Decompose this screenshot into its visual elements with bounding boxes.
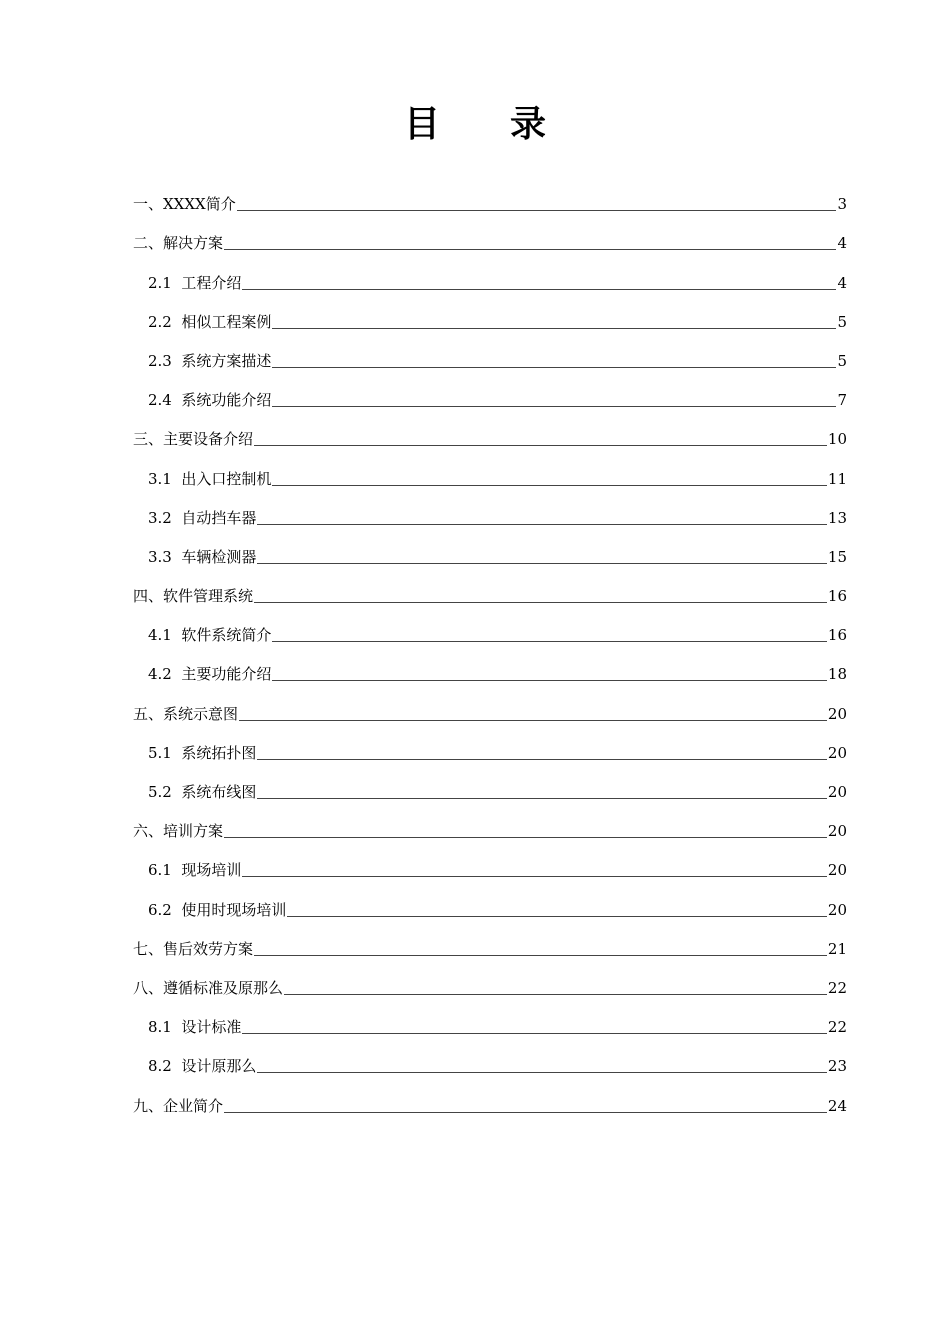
- toc-entry-label: 4.1 软件系统简介: [148, 626, 272, 645]
- toc-leader-line: [242, 1032, 827, 1034]
- toc-entry-page-number: 22: [827, 978, 847, 997]
- toc-entry[interactable]: [133, 684, 847, 723]
- toc-leader-line: [257, 1071, 827, 1073]
- toc-entry-page-number: 16: [827, 626, 847, 645]
- toc-entry-page-number: 20: [827, 900, 847, 919]
- toc-entry[interactable]: [133, 410, 847, 449]
- toc-leader-line: [272, 405, 836, 407]
- toc-entry[interactable]: [133, 763, 847, 802]
- toc-entry[interactable]: [133, 214, 847, 253]
- toc-entry[interactable]: [133, 371, 847, 410]
- toc-entry[interactable]: [133, 567, 847, 606]
- toc-leader-line: [272, 327, 836, 329]
- toc-entry-label: 6.2 使用时现场培训: [148, 900, 287, 919]
- toc-leader-line: [257, 797, 827, 799]
- toc-leader-line: [257, 523, 827, 525]
- toc-entry-label: 一、XXXX简介: [133, 195, 236, 214]
- toc-entry[interactable]: [133, 175, 847, 214]
- toc-entry-label: 三、主要设备介绍: [133, 430, 254, 449]
- toc-entry-page-number: 7: [837, 391, 847, 410]
- toc-entry-page-number: 16: [827, 587, 847, 606]
- toc-entry-label: 五、系统示意图: [133, 704, 239, 723]
- toc-entry-label: 四、软件管理系统: [133, 587, 254, 606]
- toc-entry-page-number: 15: [827, 547, 847, 566]
- toc-entry[interactable]: [133, 802, 847, 841]
- toc-leader-line: [224, 248, 836, 250]
- page-title: [0, 98, 950, 150]
- toc-entry-label: 3.3 车辆检测器: [148, 547, 257, 566]
- title-char-2: 录: [510, 103, 547, 145]
- toc-entry[interactable]: [133, 959, 847, 998]
- toc-leader-line: [272, 640, 827, 642]
- toc-entry[interactable]: [133, 1076, 847, 1115]
- toc-entry-label: 4.2 主要功能介绍: [148, 665, 272, 684]
- toc-entry[interactable]: [133, 332, 847, 371]
- toc-entry-label: 3.1 出入口控制机: [148, 469, 272, 488]
- toc-entry-page-number: 13: [827, 508, 847, 527]
- toc-entry[interactable]: [133, 489, 847, 528]
- toc-leader-line: [272, 484, 827, 486]
- toc-leader-line: [224, 1111, 827, 1113]
- toc-leader-line: [239, 719, 827, 721]
- toc-entry[interactable]: [133, 606, 847, 645]
- toc-entry-label: 8.1 设计标准: [148, 1018, 242, 1037]
- toc-entry-label: 九、企业简介: [133, 1096, 224, 1115]
- toc-entry[interactable]: [133, 841, 847, 880]
- toc-entry-page-number: 3: [837, 195, 847, 214]
- toc-leader-line: [254, 601, 827, 603]
- toc-entry-page-number: 5: [837, 351, 847, 370]
- toc-entry-page-number: 4: [837, 273, 847, 292]
- toc-entry[interactable]: [133, 645, 847, 684]
- toc-entry[interactable]: [133, 253, 847, 292]
- toc-entry-page-number: 21: [827, 939, 847, 958]
- toc-entry[interactable]: [133, 449, 847, 488]
- toc-entry-page-number: 20: [827, 743, 847, 762]
- toc-entry-label: 8.2 设计原那么: [148, 1057, 257, 1076]
- toc-entry[interactable]: [133, 528, 847, 567]
- toc-leader-line: [242, 875, 827, 877]
- toc-entry-label: 5.1 系统拓扑图: [148, 743, 257, 762]
- toc-leader-line: [242, 288, 836, 290]
- toc-leader-line: [254, 444, 827, 446]
- toc-entry[interactable]: [133, 724, 847, 763]
- toc-entry[interactable]: [133, 880, 847, 919]
- toc-entry-page-number: 20: [827, 783, 847, 801]
- toc-entry-label: 2.2 相似工程案例: [148, 312, 272, 331]
- toc-leader-line: [284, 993, 827, 995]
- table-of-contents: [133, 175, 847, 1116]
- toc-entry-page-number: 20: [827, 861, 847, 880]
- toc-entry-page-number: 20: [827, 704, 847, 723]
- toc-entry-page-number: 23: [827, 1057, 847, 1076]
- toc-leader-line: [224, 836, 827, 838]
- toc-entry-page-number: 22: [827, 1018, 847, 1037]
- title-char-1: 目: [403, 103, 440, 145]
- toc-entry-label: 2.1 工程介绍: [148, 273, 242, 292]
- toc-entry-page-number: 24: [827, 1096, 847, 1115]
- toc-entry-label: 3.2 自动挡车器: [148, 508, 257, 527]
- toc-entry-page-number: 10: [827, 430, 847, 449]
- toc-leader-line: [272, 679, 827, 681]
- toc-entry-page-number: 5: [837, 312, 847, 331]
- toc-entry-label: 八、遵循标准及原那么: [133, 978, 284, 997]
- toc-entry-label: 二、解决方案: [133, 234, 224, 253]
- toc-leader-line: [237, 209, 837, 211]
- toc-leader-line: [272, 366, 836, 368]
- toc-leader-line: [287, 915, 827, 917]
- toc-entry-page-number: 20: [827, 822, 847, 841]
- toc-entry[interactable]: [133, 920, 847, 959]
- toc-entry-label: 七、售后效劳方案: [133, 939, 254, 958]
- toc-leader-line: [257, 562, 827, 564]
- toc-entry-label: 5.2 系统布线图: [148, 783, 257, 801]
- toc-entry[interactable]: [133, 998, 847, 1037]
- toc-entry-label: 2.4 系统功能介绍: [148, 391, 272, 410]
- toc-entry-page-number: 4: [837, 234, 847, 253]
- toc-entry-label: 6.1 现场培训: [148, 861, 242, 880]
- toc-entry[interactable]: [133, 1037, 847, 1076]
- toc-entry[interactable]: [133, 293, 847, 332]
- toc-entry-page-number: 11: [827, 469, 847, 488]
- toc-leader-line: [254, 954, 827, 956]
- toc-entry-label: 2.3 系统方案描述: [148, 351, 272, 370]
- toc-entry-page-number: 18: [827, 665, 847, 684]
- toc-entry-label: 六、培训方案: [133, 822, 224, 841]
- toc-leader-line: [257, 758, 827, 760]
